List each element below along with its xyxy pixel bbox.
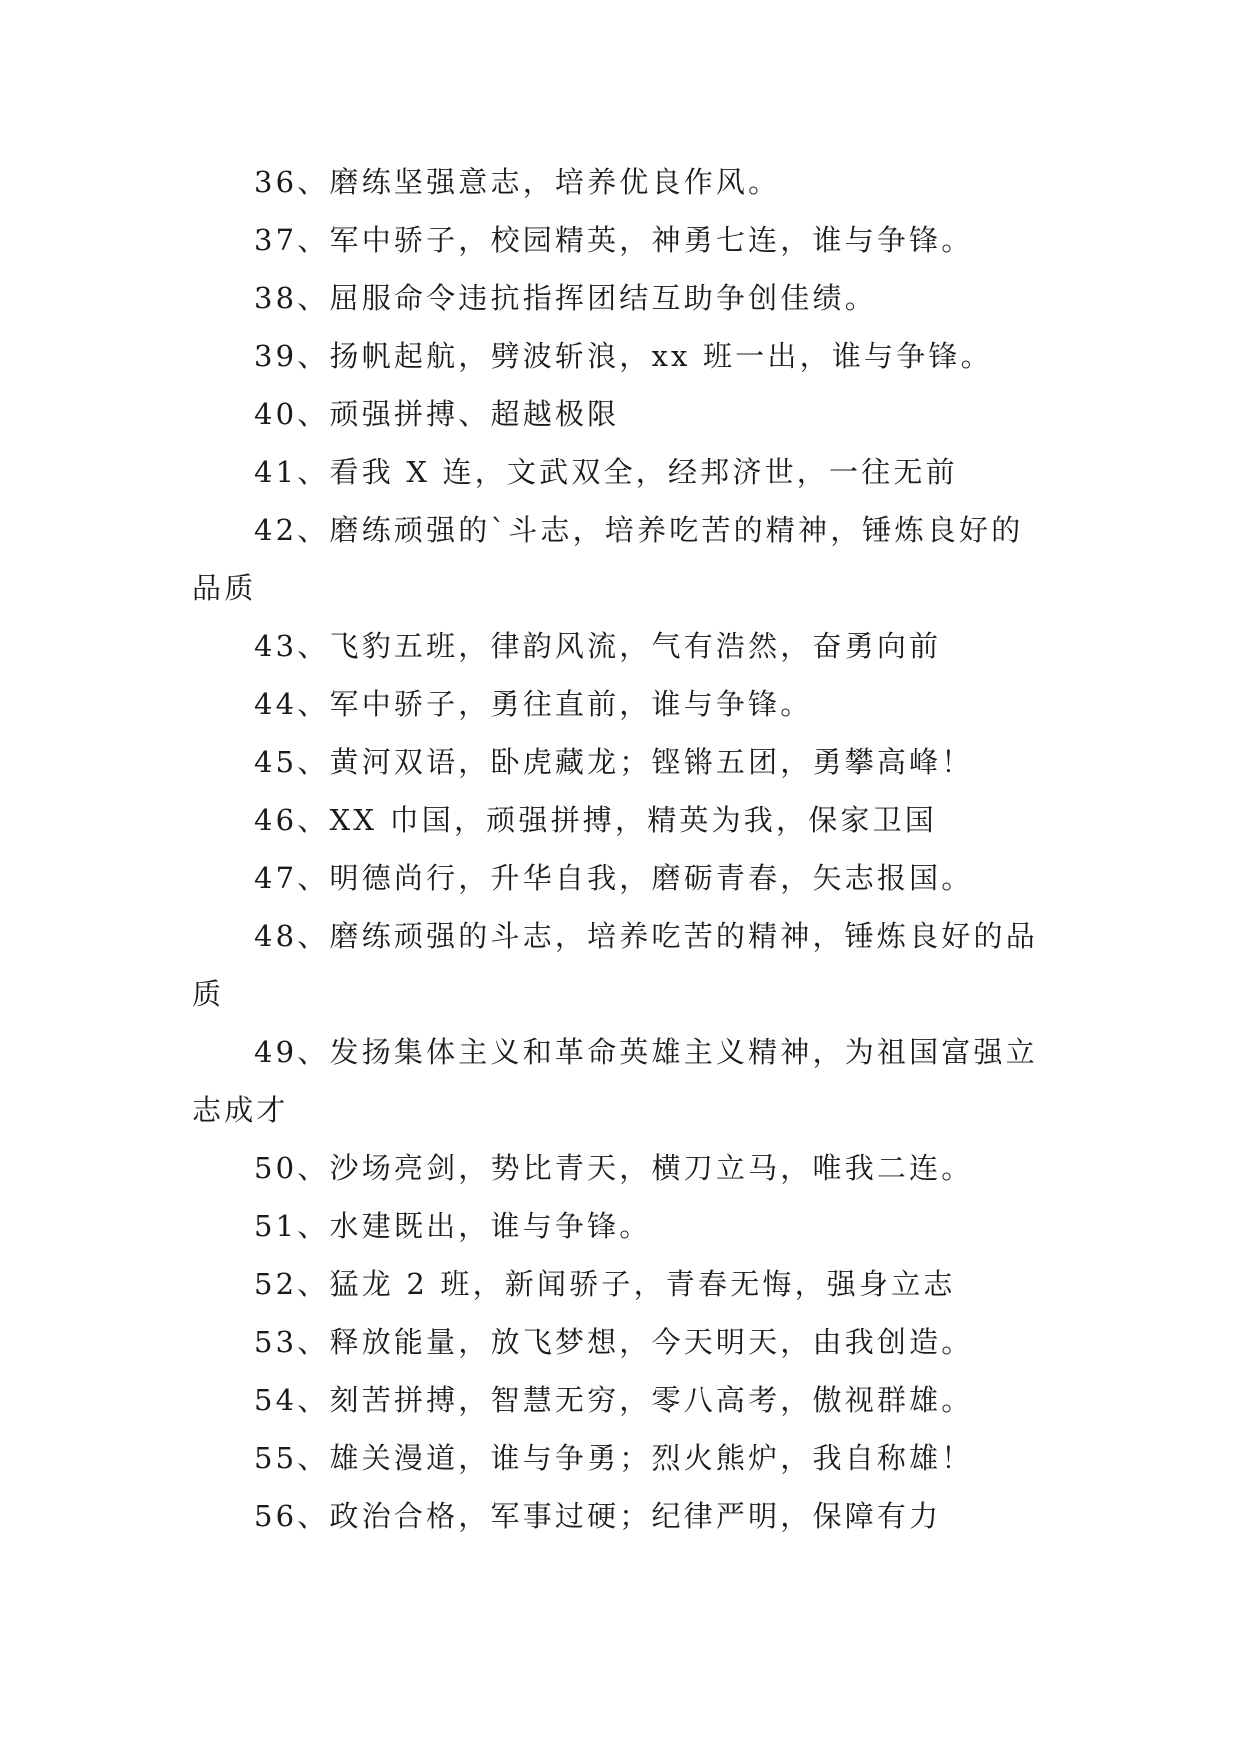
slogan-item-51: 51、水建既出，谁与争锋。	[254, 1209, 652, 1243]
slogan-item-55: 55、雄关漫道，谁与争勇；烈火熊炉，我自称雄！	[254, 1441, 974, 1475]
slogan-item-54: 54、刻苦拼搏，智慧无穷，零八高考，傲视群雄。	[254, 1383, 974, 1417]
slogan-item-40: 40、顽强拼搏、超越极限	[254, 397, 620, 431]
slogan-item-49: 49、发扬集体主义和革命英雄主义精神，为祖国富强立志成才	[192, 1035, 1038, 1127]
slogan-item-38: 38、屈服命令违抗指挥团结互助争创佳绩。	[254, 281, 877, 315]
slogan-item-42: 42、磨练顽强的`斗志，培养吃苦的精神，锤炼良好的品质	[192, 513, 1024, 605]
slogan-item-48: 48、磨练顽强的斗志，培养吃苦的精神，锤炼良好的品质	[192, 919, 1038, 1011]
slogan-item-36: 36、磨练坚强意志，培养优良作风。	[254, 165, 781, 199]
slogan-item-50: 50、沙场亮剑，势比青天，横刀立马，唯我二连。	[254, 1151, 974, 1185]
document-body	[192, 153, 1054, 1545]
slogan-item-41: 41、看我 X 连，文武双全，经邦济世，一往无前	[254, 455, 958, 489]
slogan-item-37: 37、军中骄子，校园精英，神勇七连，谁与争锋。	[254, 223, 974, 257]
slogan-item-56: 56、政治合格，军事过硬；纪律严明，保障有力	[254, 1499, 942, 1533]
slogan-item-47: 47、明德尚行，升华自我，磨砺青春，矢志报国。	[254, 861, 974, 895]
slogan-item-46: 46、XX 巾国，顽强拼搏，精英为我，保家卫国	[254, 803, 938, 837]
slogan-item-52: 52、猛龙 2 班，新闻骄子，青春无悔，强身立志	[254, 1267, 956, 1301]
slogan-item-45: 45、黄河双语，卧虎藏龙；铿锵五团，勇攀高峰！	[254, 745, 974, 779]
slogan-item-39: 39、扬帆起航，劈波斩浪，xx 班一出，谁与争锋。	[254, 339, 993, 373]
slogan-item-53: 53、释放能量，放飞梦想，今天明天，由我创造。	[254, 1325, 974, 1359]
slogan-item-43: 43、飞豹五班，律韵风流，气有浩然，奋勇向前	[254, 629, 942, 663]
slogan-item-44: 44、军中骄子，勇往直前，谁与争锋。	[254, 687, 813, 721]
